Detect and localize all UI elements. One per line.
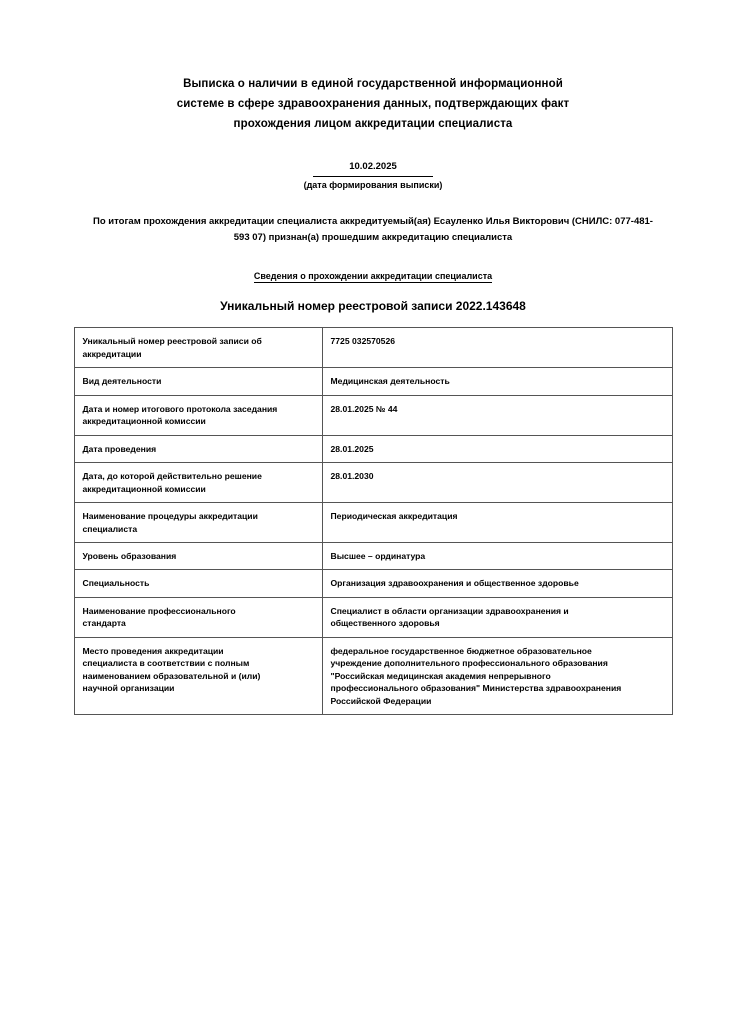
row-label-line: Уровень образования (82, 551, 177, 561)
table-row (74, 368, 672, 395)
intro-line-1: По итогам прохождения аккредитации специалиста аккредитуемый(ая) Есауленко Илья Викторович (СНИЛС: 077-481- (93, 216, 653, 228)
row-label-line: Дата и номер итогового протокола заседания (82, 403, 278, 414)
table-row (74, 328, 672, 368)
row-label (74, 543, 322, 570)
row-label-line: Вид деятельности (82, 376, 162, 387)
accreditation-details-table (74, 327, 673, 715)
row-value-line: федеральное государственное бюджетное образовательное (330, 645, 592, 656)
page-title-line-2: системе в сфере здравоохранения данных, подтверждающих факт (176, 98, 570, 111)
row-value-line: 28.01.2025 № 44 (330, 403, 398, 414)
formation-date-caption: (дата формирования выписки) (303, 179, 443, 190)
row-label (74, 637, 322, 714)
row-value-line: Российской Федерации (330, 695, 432, 706)
row-label-line: Специальность (82, 578, 150, 589)
row-label-line: Дата, до которой действительно решение (82, 471, 262, 482)
page-title (0, 0, 746, 134)
row-label (74, 597, 322, 637)
row-value (322, 543, 672, 570)
intro-paragraph (90, 214, 656, 245)
table-row (74, 435, 672, 462)
row-value-line: "Российская медицинская академия непрерывного (330, 670, 551, 681)
row-label-line: Уникальный номер реестровой записи об (82, 336, 262, 347)
row-value (322, 395, 672, 435)
table-row (74, 395, 672, 435)
row-label-line: Наименование профессионального (82, 605, 236, 616)
row-label-line: Место проведения аккредитации (82, 645, 224, 656)
table-row (74, 503, 672, 543)
table-row (74, 597, 672, 637)
table-row (74, 463, 672, 503)
row-value-line: Медицинская деятельность (330, 376, 450, 387)
row-label-line: Наименование процедуры аккредитации (82, 511, 258, 522)
row-label-line: специалиста в соответствии с полным (82, 658, 250, 669)
record-number-heading: Уникальный номер реестровой записи 2022.143648 (220, 299, 526, 314)
row-value-line: Высшее – ординатура (330, 551, 426, 561)
row-value-line: Специалист в области организации здравоохранения и (330, 605, 569, 616)
row-label-line: Дата проведения (82, 443, 157, 454)
row-label-line: аккредитации (82, 348, 142, 359)
section-heading (90, 271, 656, 281)
formation-date-block (0, 160, 746, 192)
row-value-line: учреждение дополнительного профессионального образования (330, 658, 608, 669)
row-value (322, 503, 672, 543)
section-heading-text: Сведения о прохождении аккредитации специалиста (253, 271, 493, 282)
row-value (322, 570, 672, 597)
table-body (74, 328, 672, 715)
row-label-line: научной организации (82, 683, 175, 694)
row-label-line: наименованием образовательной и (или) (82, 670, 261, 681)
row-value-line: 28.01.2030 (330, 471, 374, 482)
row-label-line: специалиста (82, 523, 138, 534)
intro-line-2: 593 07) признан(а) прошедшим аккредитацию специалиста (233, 231, 513, 243)
row-label (74, 463, 322, 503)
page-title-line-1: Выписка о наличии в единой государственной информационной (183, 78, 563, 90)
row-label-line: аккредитационной комиссии (82, 483, 206, 494)
table-row (74, 637, 672, 714)
row-label (74, 328, 322, 368)
row-label (74, 368, 322, 395)
formation-date-value: 10.02.2025 (313, 160, 433, 176)
row-label (74, 435, 322, 462)
page-title-line-3: прохождения лицом аккредитации специалиста (233, 118, 513, 131)
row-value (322, 463, 672, 503)
row-value-line: 28.01.2025 (330, 443, 374, 454)
table-row (74, 570, 672, 597)
row-label-line: стандарта (82, 618, 126, 629)
row-value-line: Периодическая аккредитация (330, 511, 458, 522)
row-label (74, 395, 322, 435)
row-value (322, 328, 672, 368)
row-label (74, 503, 322, 543)
row-value (322, 435, 672, 462)
row-value-line: общественного здоровья (330, 618, 440, 629)
row-label (74, 570, 322, 597)
table-row (74, 543, 672, 570)
row-value (322, 597, 672, 637)
row-value (322, 637, 672, 714)
row-value (322, 368, 672, 395)
row-label-line: аккредитационной комиссии (82, 416, 206, 427)
row-value-line: 7725 032570526 (330, 336, 396, 347)
row-value-line: профессионального образования" Министерства здравоохранения (330, 683, 622, 694)
row-value-line: Организация здравоохранения и общественное здоровье (330, 578, 579, 589)
